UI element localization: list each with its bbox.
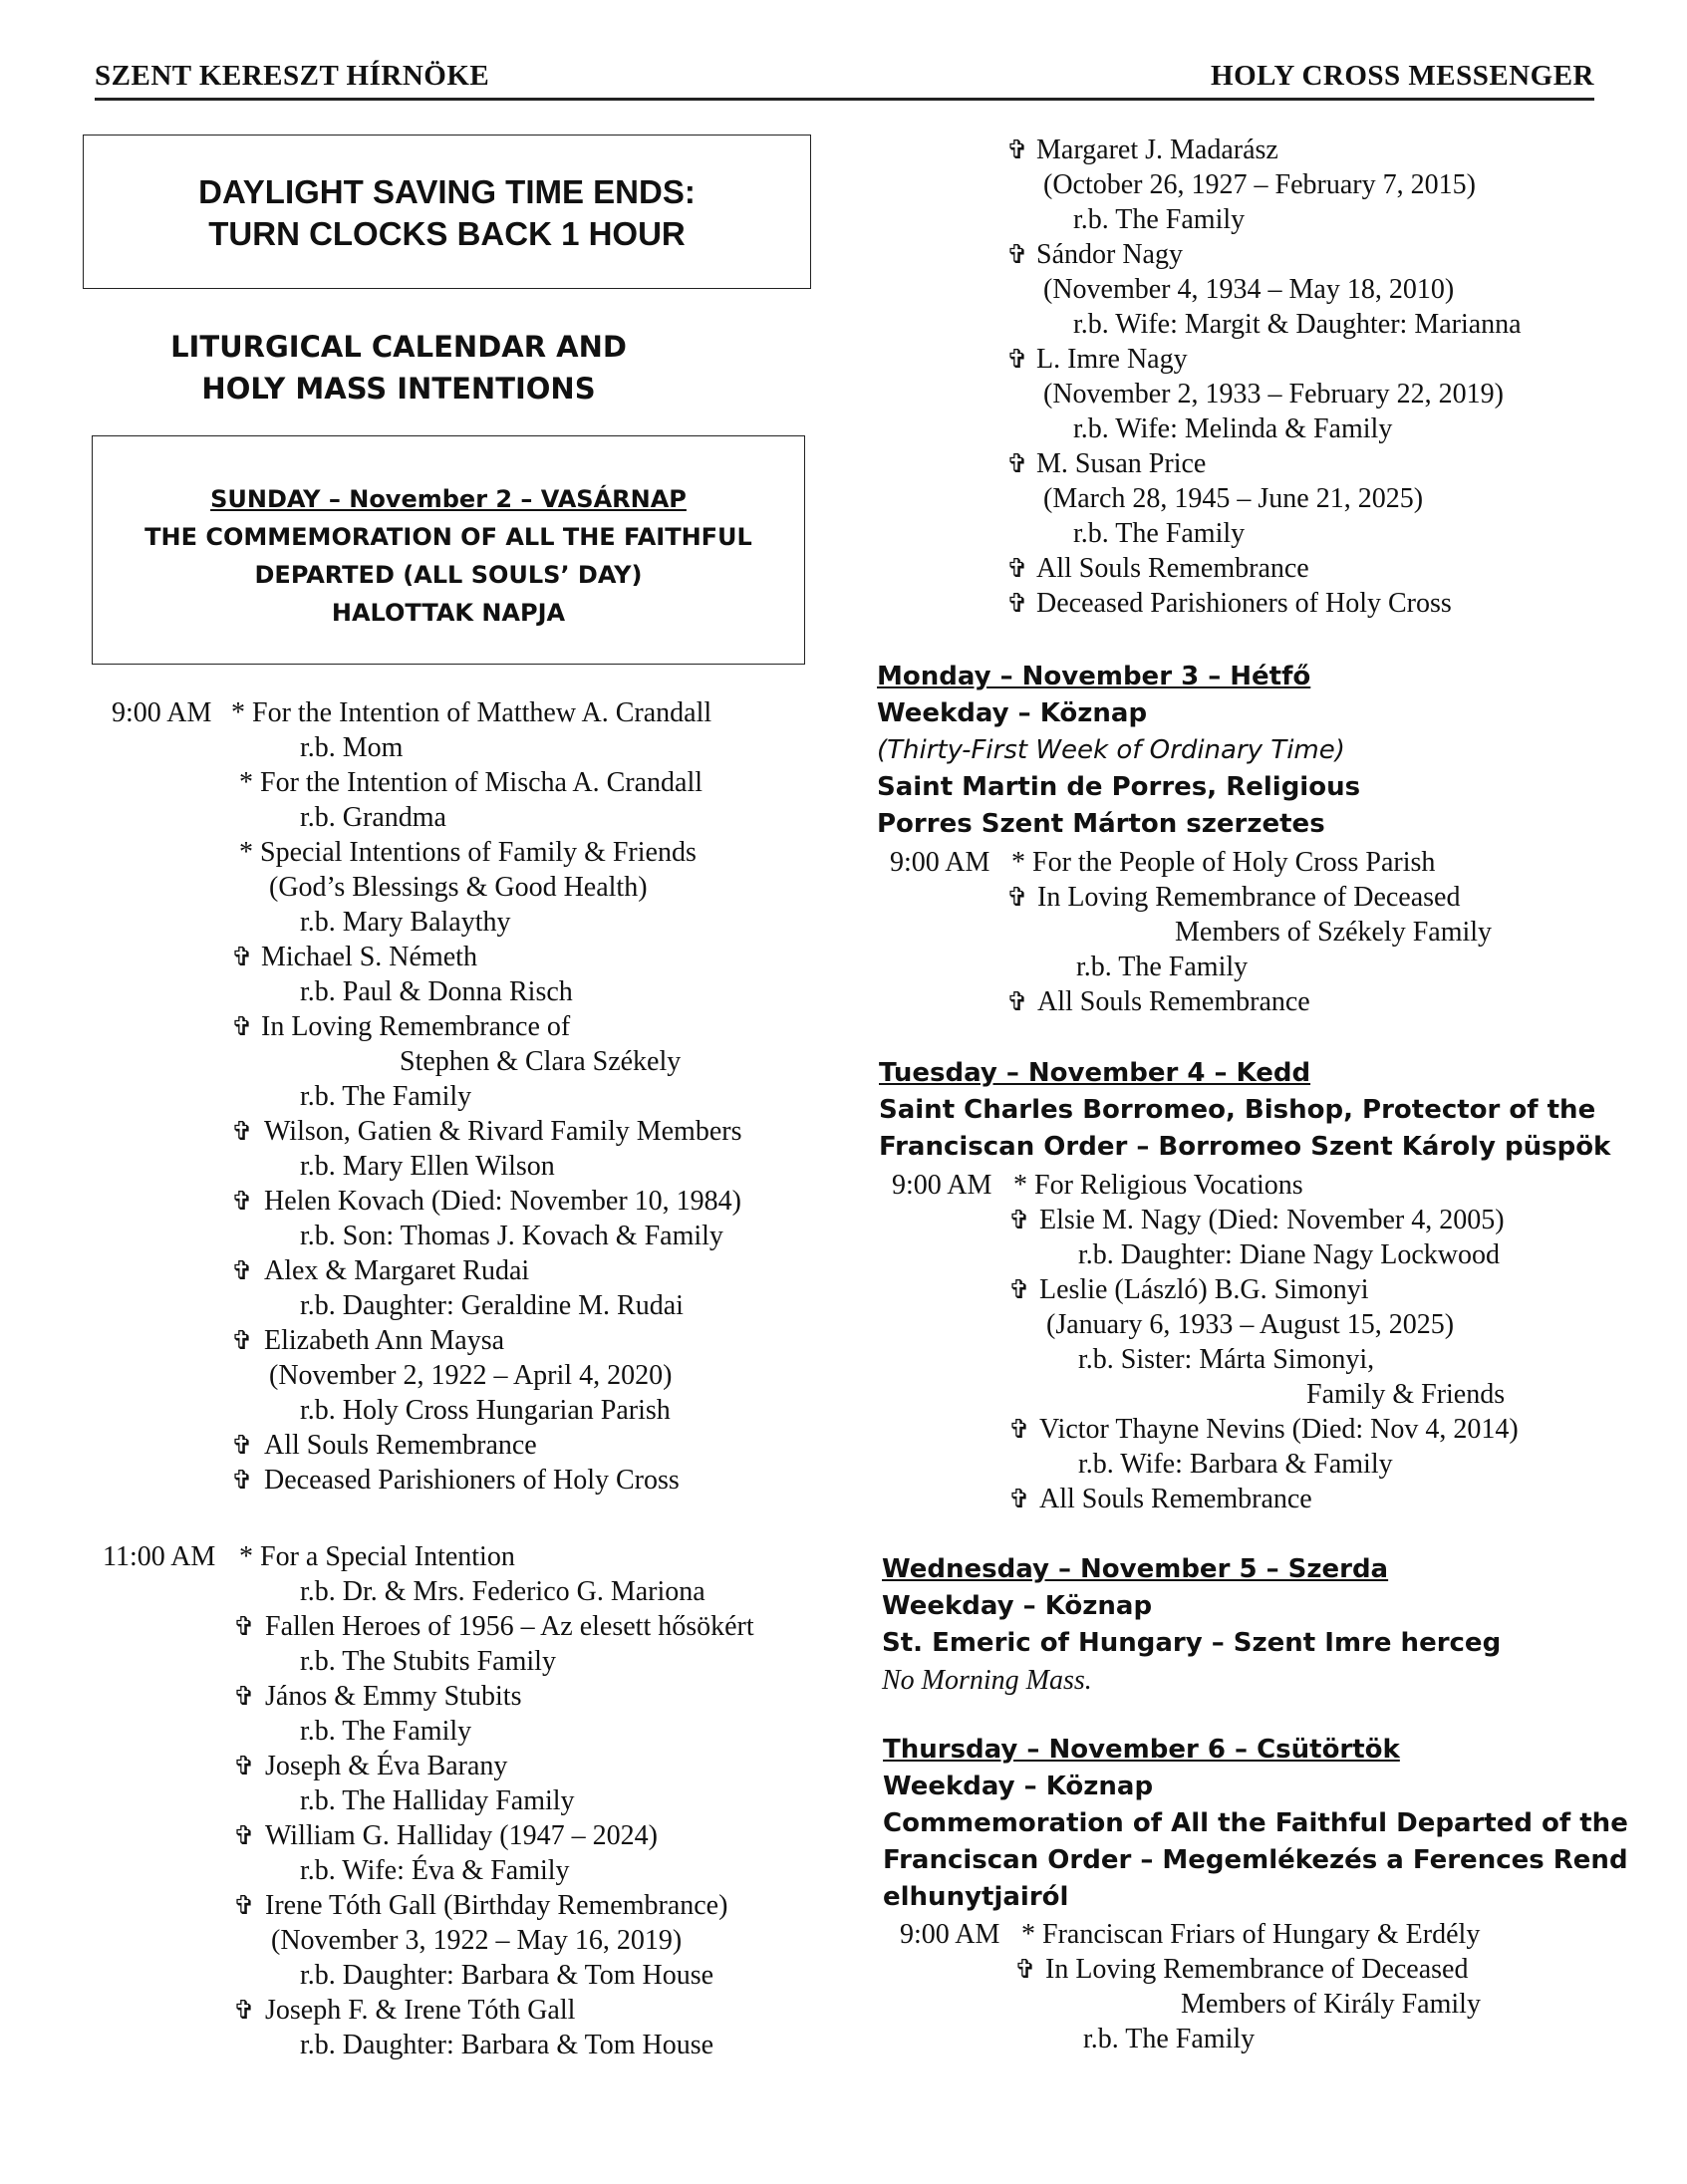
cross-icon: ✞ [1006,987,1028,1016]
sunday-box [92,435,805,665]
list-item: William G. Halliday (1947 – 2024) [265,1820,658,1851]
wednesday-heading: Wednesday – November 5 – Szerda [882,1554,1389,1584]
cross-icon: ✞ [231,1256,253,1285]
sunday-line-2: DEPARTED (ALL SOULS’ DAY) [254,561,643,589]
cross-icon: ✞ [1006,554,1028,583]
list-item: L. Imre Nagy [1036,344,1188,375]
list-item: M. Susan Price [1036,448,1207,479]
list-item: Members of Király Family [1181,1989,1481,2020]
liturgical-title-line-1: LITURGICAL CALENDAR AND [170,330,627,364]
thursday-commemoration-hu: Franciscan Order – Megemlékezés a Ferences Rend [883,1845,1628,1875]
dst-line-2: TURN CLOCKS BACK 1 HOUR [208,215,686,252]
sunday-line-1: THE COMMEMORATION OF ALL THE FAITHFUL [144,523,752,551]
list-item: r.b. Daughter: Barbara & Tom House [300,2030,714,2060]
list-item: * For the People of Holy Cross Parish [1011,847,1436,878]
wednesday-saint: St. Emeric of Hungary – Szent Imre herceg [882,1628,1502,1658]
list-item: Joseph & Éva Barany [265,1751,508,1781]
list-item: r.b. Grandma [300,802,446,833]
list-item: (November 2, 1922 – April 4, 2020) [269,1360,673,1391]
page-header [95,58,1594,101]
list-item: r.b. The Family [1083,2024,1256,2054]
monday-weekday: Weekday – Köznap [877,698,1148,728]
list-item: (March 28, 1945 – June 21, 2025) [1043,483,1424,514]
cross-icon: ✞ [231,943,253,971]
list-item: r.b. The Family [1073,204,1246,235]
cross-icon: ✞ [1006,883,1028,912]
list-item: Elsie M. Nagy (Died: November 4, 2005) [1039,1205,1505,1235]
list-item: Family & Friends [1306,1379,1506,1410]
list-item: Fallen Heroes of 1956 – Az elesett hősökért [265,1611,754,1642]
tuesday-saint-hu: Franciscan Order – Borromeo Szent Károly püspök [879,1132,1611,1162]
liturgical-title [110,326,688,410]
list-item: Alex & Margaret Rudai [264,1255,530,1286]
sunday-line-3: HALOTTAK NAPJA [331,599,566,627]
cross-icon: ✞ [1006,589,1028,618]
list-item: r.b. Daughter: Geraldine M. Rudai [300,1290,684,1321]
cross-icon: ✞ [1006,449,1028,478]
sunday-heading: SUNDAY – November 2 – VASÁRNAP [210,485,687,513]
list-item: * Special Intentions of Family & Friends [239,837,697,868]
time-label: 9:00 AM [112,697,212,728]
list-item: Victor Thayne Nevins (Died: Nov 4, 2014) [1039,1414,1519,1445]
list-item: r.b. Wife: Éva & Family [300,1855,570,1886]
cross-icon: ✞ [1008,1206,1030,1234]
list-item: Deceased Parishioners of Holy Cross [1036,588,1452,619]
list-item: r.b. Mom [300,732,404,763]
cross-icon: ✞ [1006,345,1028,374]
cross-icon: ✞ [231,1012,253,1041]
cross-icon: ✞ [233,1891,255,1920]
list-item: (October 26, 1927 – February 7, 2015) [1043,169,1476,200]
list-item: Elizabeth Ann Maysa [264,1325,505,1356]
list-item: * Franciscan Friars of Hungary & Erdély [1021,1919,1481,1950]
list-item: r.b. Mary Balaythy [300,907,511,938]
list-item: All Souls Remembrance [1036,553,1309,584]
list-item: Members of Székely Family [1175,917,1493,948]
list-item: Irene Tóth Gall (Birthday Remembrance) [265,1890,728,1921]
wednesday-note: No Morning Mass. [882,1665,1092,1696]
list-item: r.b. The Stubits Family [300,1646,556,1677]
thursday-commemoration: Commemoration of All the Faithful Departed of the [883,1808,1628,1838]
cross-icon: ✞ [233,1612,255,1641]
time-label: 9:00 AM [900,1919,1000,1950]
thursday-heading: Thursday – November 6 – Csütörtök [883,1735,1400,1765]
list-item: * For the Intention of Mischa A. Crandall [239,767,703,798]
list-item: r.b. The Family [1076,952,1249,982]
list-item: In Loving Remembrance of [261,1011,571,1042]
cross-icon: ✞ [231,1431,253,1460]
list-item: r.b. Dr. & Mrs. Federico G. Mariona [300,1576,705,1607]
thursday-commemoration-hu-cont: elhunytjairól [883,1882,1069,1912]
wednesday-weekday: Weekday – Köznap [882,1591,1153,1621]
list-item: r.b. The Family [1073,518,1246,549]
header-title-hungarian: SZENT KERESZT HÍRNÖKE [95,60,490,92]
cross-icon: ✞ [231,1326,253,1355]
cross-icon: ✞ [1008,1415,1030,1444]
header-title-english: HOLY CROSS MESSENGER [1211,60,1594,92]
list-item: In Loving Remembrance of Deceased [1037,882,1461,913]
monday-week-note: (Thirty-First Week of Ordinary Time) [877,735,1345,765]
list-item: r.b. Wife: Margit & Daughter: Marianna [1073,309,1522,340]
list-item: In Loving Remembrance of Deceased [1045,1954,1469,1985]
monday-saint: Saint Martin de Porres, Religious [877,772,1361,802]
list-item: All Souls Remembrance [1039,1484,1312,1514]
time-label: 9:00 AM [892,1170,992,1201]
list-item: Joseph F. & Irene Tóth Gall [265,1995,576,2026]
list-item: Stephen & Clara Székely [400,1046,682,1077]
dst-line-1: DAYLIGHT SAVING TIME ENDS: [198,173,696,210]
list-item: Deceased Parishioners of Holy Cross [264,1465,680,1496]
list-item: * For Religious Vocations [1013,1170,1303,1201]
monday-saint-hu: Porres Szent Márton szerzetes [877,809,1325,839]
list-item: r.b. Mary Ellen Wilson [300,1151,555,1182]
time-label: 11:00 AM [103,1541,216,1572]
list-item: r.b. Sister: Márta Simonyi, [1078,1344,1375,1375]
list-item: (God’s Blessings & Good Health) [269,872,648,903]
list-item: Leslie (László) B.G. Simonyi [1039,1274,1369,1305]
list-item: Margaret J. Madarász [1036,135,1278,165]
list-item: Sándor Nagy [1036,239,1183,270]
dst-notice-box [83,135,811,289]
list-item: r.b. Son: Thomas J. Kovach & Family [300,1221,723,1251]
list-item: (November 2, 1933 – February 22, 2019) [1043,379,1504,410]
cross-icon: ✞ [231,1187,253,1216]
list-item: r.b. The Family [300,1716,472,1747]
list-item: All Souls Remembrance [264,1430,537,1461]
cross-icon: ✞ [233,1821,255,1850]
time-label: 9:00 AM [890,847,990,878]
monday-heading: Monday – November 3 – Hétfő [877,662,1311,691]
list-item: r.b. The Family [300,1081,472,1112]
list-item: r.b. Daughter: Diane Nagy Lockwood [1078,1239,1500,1270]
cross-icon: ✞ [233,1996,255,2025]
tuesday-heading: Tuesday – November 4 – Kedd [879,1058,1311,1088]
cross-icon: ✞ [1008,1485,1030,1513]
list-item: r.b. Daughter: Barbara & Tom House [300,1960,714,1991]
list-item: (November 4, 1934 – May 18, 2010) [1043,274,1455,305]
cross-icon: ✞ [231,1466,253,1495]
cross-icon: ✞ [233,1752,255,1780]
cross-icon: ✞ [231,1117,253,1146]
list-item: (November 3, 1922 – May 16, 2019) [271,1925,683,1956]
thursday-weekday: Weekday – Köznap [883,1772,1154,1801]
list-item: * For the Intention of Matthew A. Crandall [231,697,712,728]
list-item: All Souls Remembrance [1037,986,1310,1017]
cross-icon: ✞ [1006,136,1028,164]
list-item: r.b. Wife: Barbara & Family [1078,1449,1393,1480]
cross-icon: ✞ [1014,1955,1036,1984]
list-item: (January 6, 1933 – August 15, 2025) [1046,1309,1455,1340]
list-item: Helen Kovach (Died: November 10, 1984) [264,1186,741,1217]
cross-icon: ✞ [233,1682,255,1711]
list-item: Michael S. Németh [261,942,477,972]
cross-icon: ✞ [1008,1275,1030,1304]
liturgical-title-line-2: HOLY MASS INTENTIONS [201,372,596,406]
tuesday-saint: Saint Charles Borromeo, Bishop, Protector of the [879,1095,1596,1125]
list-item: r.b. Wife: Melinda & Family [1073,413,1393,444]
list-item: r.b. Holy Cross Hungarian Parish [300,1395,671,1426]
list-item: r.b. The Halliday Family [300,1785,575,1816]
list-item: * For a Special Intention [239,1541,515,1572]
cross-icon: ✞ [1006,240,1028,269]
list-item: Wilson, Gatien & Rivard Family Members [264,1116,742,1147]
list-item: r.b. Paul & Donna Risch [300,976,573,1007]
list-item: János & Emmy Stubits [265,1681,522,1712]
